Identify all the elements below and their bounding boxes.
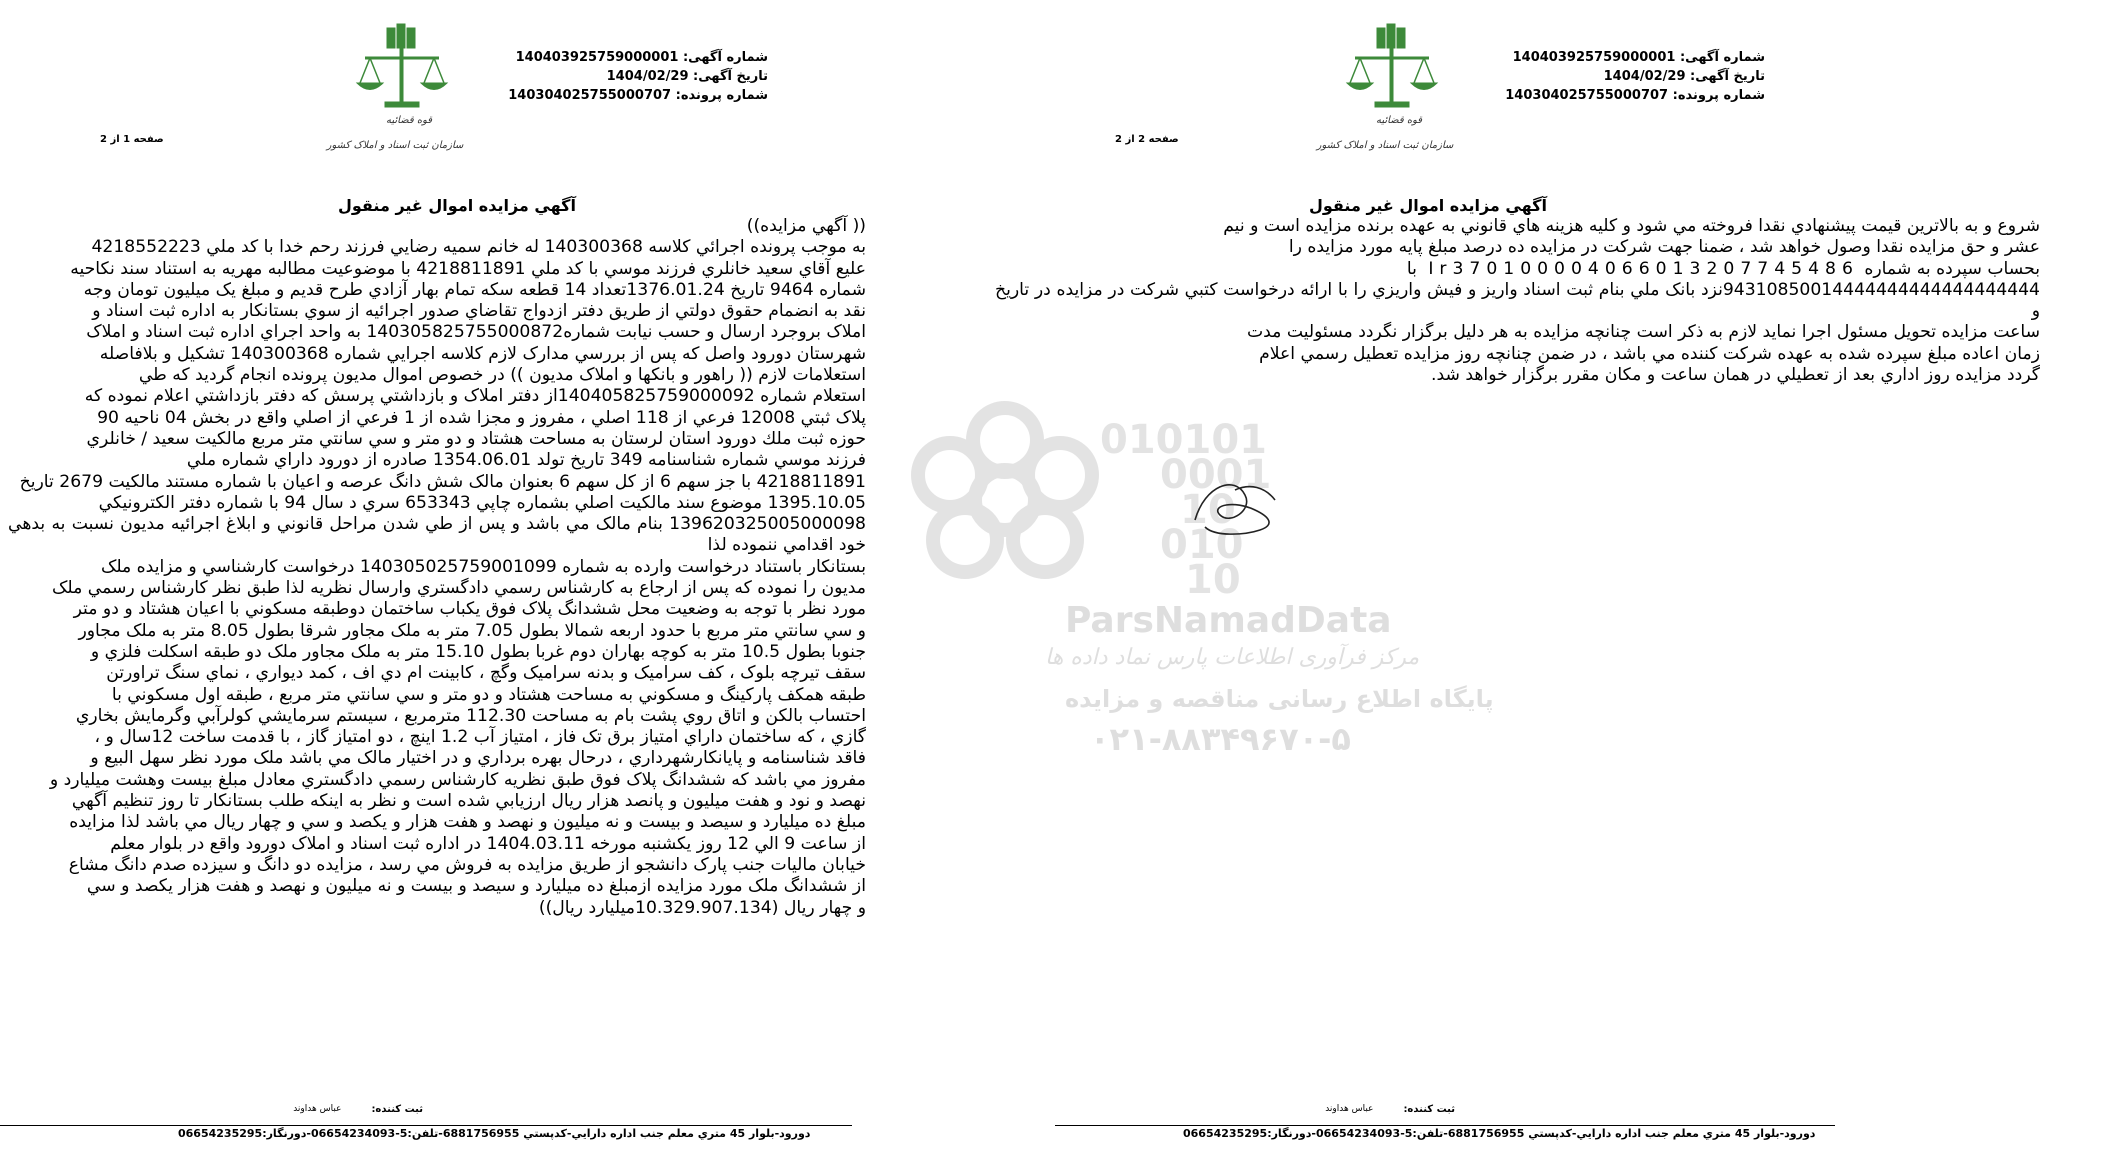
body-line: و سي سانتي متر مربع با حدود اربعه شمالا بطول 7.05 متر به ملک مجاور شرقا بطول 8.05 متر به ملک مجاور	[78, 620, 866, 641]
ad-number: شماره آگهی: 140403925759000001	[1512, 50, 1765, 65]
parsnamad-watermark	[875, 400, 1494, 800]
body-line: از ساعت 9 الي 12 روز يكشنبه مورخه 1404.03.11 در اداره ثبت اسناد و املاک دورود واقع در بلوار معلم	[110, 833, 866, 854]
watermark-digits: 10	[1180, 487, 1236, 533]
registrar-block	[3, 1104, 433, 1115]
watermark-digits: 010	[1160, 522, 1244, 568]
case-number: شماره پرونده: 140304025755000707	[508, 88, 768, 103]
body-line: به موجب پرونده اجرائي كلاسه 140300368 له خانم سميه رضايي فرزند رحم خدا با كد ملي 4218552223	[91, 237, 866, 258]
watermark-line: پایگاه اطلاع رسانی مناقصه و مزایده	[1065, 685, 1494, 713]
body-line: استعلامات لازم (( راهور و بانكها و املاک مديون )) در خصوص اموال مديون پرونده انجام گرديد كه طي	[138, 365, 866, 386]
body-line: مديون را نموده كه پس از ارجاع به كارشناس رسمي دادگستري وارسال نظريه لذا طبق نظر كارشناس رسمي ملک	[52, 578, 866, 599]
judiciary-emblem-icon	[1316, 18, 1454, 158]
body-line: بحساب سپرده به شماره Ir370100004066013207745486 با	[1406, 258, 2040, 279]
body-line: مورد نظر با توجه به وضعيت محل ششدانگ پلاک فوق يكباب ساختمان دوطبقه مسكوني با اعيان هشتاد و دو متر	[73, 599, 866, 620]
watermark-digits: 10	[1185, 557, 1241, 603]
ad-body	[995, 216, 2040, 386]
body-line: 1395.10.05 موضوع سند مالكيت اصلي بشماره چاپي 653343 سري د سال 94 با شماره دفتر الكترونيكي	[98, 492, 866, 513]
judiciary-label: قوه قضائیه	[385, 115, 433, 126]
body-line: گردد مزايده روز اداري بعد از تعطيلي در همان ساعت و مكان مقرر برگزار خواهد شد.	[1431, 365, 2040, 386]
registrar-name: عباس هداوند	[293, 1104, 342, 1114]
body-line: از ششدانگ ملک مورد مزايده ازمبلغ ده ميليارد و سيصد و بيست و نه ميليون و نهصد و هفت هزار يكصد و سي	[86, 876, 866, 897]
body-line: مفروز مي باشد كه ششدانگ پلاک فوق طبق نظريه كارشناس رسمي دادگستري معادل مبلغ بيست وهشت ميليارد و	[49, 769, 866, 790]
body-line: زمان اعاده مبلغ سپرده شده به عهده شركت كننده مي باشد ، در ضمن چنانچه روز مزايده تعطيل رسمي اعلام	[1259, 343, 2040, 364]
body-line: مبلغ ده ميليارد و سيصد و بيست و نه ميليون و نهصد و هفت هزار و يكصد و سي و چهار ريال مي باشد لذا مزايده	[69, 812, 866, 833]
watermark-phone: ۰۲۱-۸۸۳۴۹۶۷۰-۵	[1090, 720, 1351, 758]
body-line: عشر و حق مزايده نقدا وصول خواهد شد ، ضمنا جهت شركت در مزايده ده درصد مبلغ پايه مورد مزايده را	[1288, 237, 2040, 258]
body-line: و چهار ريال (10.329.907.134ميليارد ريال))	[538, 897, 866, 918]
registrar-label: ثبت كننده:	[371, 1104, 423, 1115]
body-line: نهصد و نود و هفت ميليون و پانصد هزار ريال ارزيابي شده است و نظر به اينكه طلب بستانكار تا روز تنظيم آگهي	[71, 791, 866, 812]
body-line: شهرستان دورود واصل كه پس از بررسي مدارک لازم كلاسه اجرايي شماره 140300368 تشكيل و بلافاصله	[99, 343, 866, 364]
footer-divider	[1055, 1125, 1835, 1126]
body-line: سقف تيرچه بلوک ، كف سراميک و بدنه سراميک وگچ ، كابينت ام دي اف ، كمد ديواري ، نماي سنگ تراورتن	[106, 663, 866, 684]
body-line: استعلام شماره 140405825759000092از دفتر املاک و بازداشتي پرسش كه دفتر بازداشتي اعلام نموده كه	[84, 386, 866, 407]
footer-divider	[0, 1125, 852, 1126]
ad-number: شماره آگهی: 140403925759000001	[515, 50, 768, 65]
body-line: گازي ، كه ساختمان داراي امتياز برق تک فاز ، امتياز آب 1.2 اينچ ، دو امتياز گاز ، با قدمت ساخت 12سال و ،	[94, 727, 866, 748]
registrar-name: عباس هداوند	[1325, 1104, 1374, 1114]
body-line: عليع آقاي سعيد خانلري فرزند موسي با كد ملي 4218811891 با موضوعيت مطالبه مهريه به استناد سند نكاحيه	[70, 258, 866, 279]
page-label: صفحه 2 از 2	[1115, 134, 1179, 145]
body-line: جنوبا بطول 10.5 متر به كوچه بهاران دوم غربا بطول 15.10 متر به ملک مجاور ملک دو طبقه اسكلت فلزي و	[90, 641, 866, 662]
body-line: حوزه ثبت ملك دورود استان لرستان به مساحت هشتاد و دو متر و سي سانتي متر مربع مالكيت سعيد / خانلري	[86, 428, 866, 449]
signature-icon	[1175, 465, 1295, 555]
case-number: شماره پرونده: 140304025755000707	[1505, 88, 1765, 103]
body-line: 139620325005000098 بنام مالک مي باشد و پس از طي شدن مراحل قانوني و ابلاغ اجرائيه مديون نسبت به بدهي خود اقدامي ننموده لذا	[8, 514, 866, 556]
body-line: پلاک ثبتي 12008 فرعي از 118 اصلي ، مفروز و مجزا شده از 1 فرعي از اصلي واقع در بخش 04 ناحيه 90	[97, 407, 866, 428]
body-line: فرزند موسي شماره شناسنامه 349 تاريخ تولد 1354.06.01 صادره از دورود داراي شماره ملي	[186, 450, 866, 471]
ad-date: تاریخ آگهی: 1404/02/29	[1603, 69, 1765, 84]
body-line: 94310850014444444444444444444نزد بانک ملي بنام ثبت اسناد واريز و فيش واريزي را با ارائه درخواست كتبي شركت در مزايده در تاريخ و	[995, 279, 2040, 322]
body-line: شماره 9464 تاريخ 1376.01.24تعداد 14 قطعه سكه تمام بهار آزادي طرح قديم و مبلغ يک ميليون تومان وجه	[83, 279, 866, 300]
judiciary-label: قوه قضائیه	[1375, 115, 1423, 126]
footer-address: دورود-بلوار 45 متري معلم جنب اداره دارايي-كدپستي 6881756955-تلفن:5-06654234093-دورنگار:06654235295	[1183, 1127, 1816, 1140]
watermark-brand: ParsNamadData	[1065, 600, 1392, 641]
body-line: (( آگهي مزايده))	[746, 216, 866, 236]
ad-date: تاریخ آگهی: 1404/02/29	[606, 69, 768, 84]
body-line: طبقه همكف پاركينگ و مسكوني به مساحت هشتاد و دو متر و سي سانتي متر مربع ، طبقه اول مسكوني با	[111, 684, 866, 705]
ad-body	[8, 216, 866, 919]
body-line: فاقد شناسنامه و پايانكارشهرداري ، درحال بهره برداري و در اختيار مالک مي باشد ملک مورد نظر سهل البيع و	[90, 748, 866, 769]
body-line: خيابان ماليات جنب پارک دانشجو از طريق مزايده به فروش مي رسد ، مزايده دو دانگ و سيزده صدم دانگ مشاع	[68, 854, 866, 875]
judiciary-emblem-icon	[326, 18, 464, 158]
body-line: بستانكار باستناد درخواست وارده به شماره 140305025759001099 درخواست كارشناسي و مزايده ملک	[100, 556, 866, 577]
watermark-line: مرکز فرآوری اطلاعات پارس نماد داده ها	[1045, 645, 1420, 670]
ad-meta	[508, 48, 768, 105]
body-line: احتساب بالكن و اتاق روي پشت بام به مساحت 112.30 مترمربع ، سيستم سرمايشي كولرآبي وگرمايش بخاري	[75, 705, 866, 726]
footer-address: دورود-بلوار 45 متري معلم جنب اداره دارايي-كدپستي 6881756955-تلفن:5-06654234093-دورنگار:06654235295	[178, 1127, 811, 1140]
body-line: 4218811891 با جز سهم 6 از كل سهم 6 بعنوان مالک شش دانگ عرصه و اعيان با شماره مستند مالكيت 2679 تاريخ	[19, 471, 866, 492]
flower-logo-icon	[875, 400, 1135, 600]
body-line: نقد به انضمام حقوق دولتي از طريق دفتر ازدواج تقاضاي صدور اجرائيه از سوي بستانكار به اداره ثبت اسناد و	[92, 301, 866, 322]
org-name: سازمان ثبت اسناد و املاک کشور	[1316, 140, 1454, 151]
body-line: شروع و به بالاترين قيمت پيشنهادي نقدا فروخته مي شود و كليه هزينه هاي قانوني به عهده برنده مزايده است و نيم	[1223, 216, 2040, 236]
body-line: ساعت مزايده تحويل مسئول اجرا نمايد لازم به ذكر است چنانچه مزايده به هر دليل برگزار نگردد مسئوليت مدت	[1246, 322, 2040, 343]
body-line: املاک بروجرد ارسال و حسب نيابت شماره140305825755000872 به واحد اجراي اداره ثبت اسناد و املاک	[86, 322, 866, 343]
ad-title: آگهي مزايده اموال غير منقول	[338, 196, 576, 215]
org-name: سازمان ثبت اسناد و املاک کشور	[326, 140, 464, 151]
ad-page-2	[995, 0, 2109, 1158]
page-label: صفحه 1 از 2	[100, 134, 164, 145]
registrar-block	[1035, 1104, 1465, 1115]
registrar-label: ثبت كننده:	[1403, 1104, 1455, 1115]
ad-title: آگهي مزايده اموال غير منقول	[1309, 196, 1547, 215]
watermark-digits: 0001	[1160, 452, 1272, 498]
watermark-digits: 010101	[1100, 417, 1267, 463]
ad-meta	[1505, 48, 1765, 105]
